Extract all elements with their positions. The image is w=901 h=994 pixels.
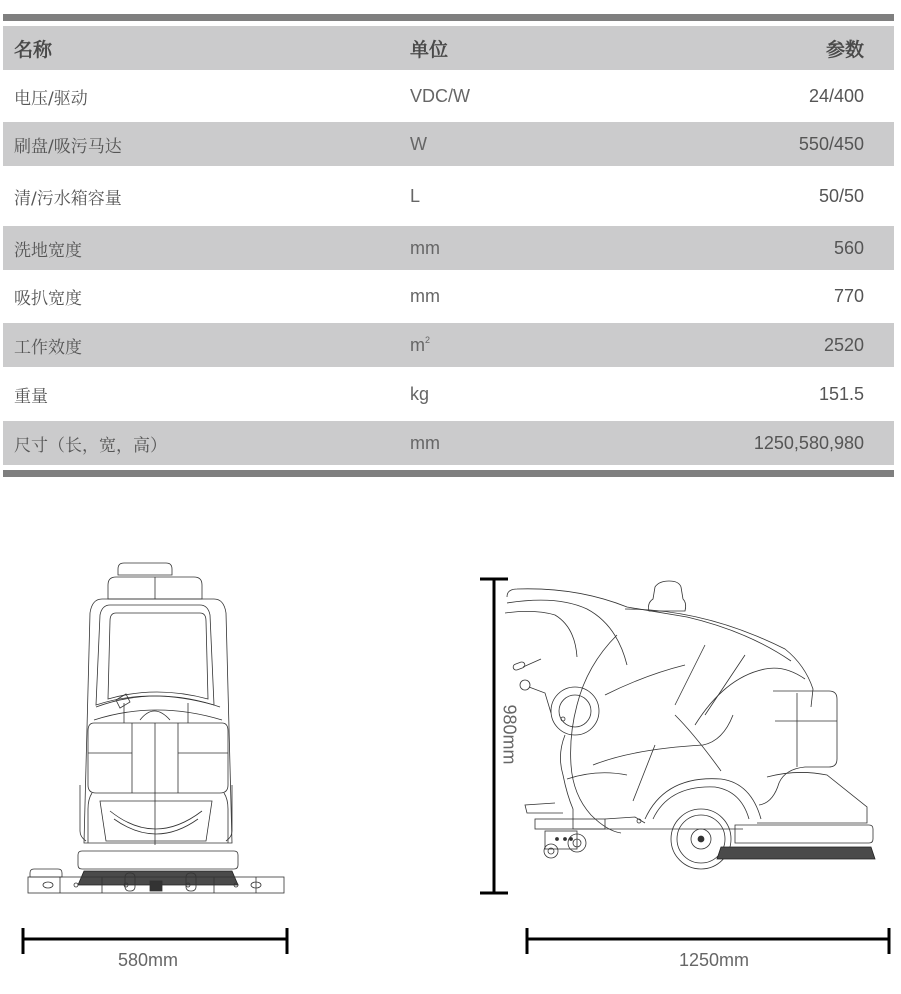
table-top-rule — [3, 14, 894, 21]
table-row — [3, 166, 894, 226]
length-dimension-label: 1250mm — [679, 950, 750, 970]
row-value: 50/50 — [818, 185, 864, 206]
row-unit: VDC/W — [410, 85, 470, 106]
table-row — [3, 270, 894, 323]
row-value: 560 — [833, 237, 864, 258]
table-row — [3, 421, 894, 465]
row-value: 1250,580,980 — [753, 432, 864, 453]
row-unit: L — [410, 185, 421, 206]
row-unit: kg — [410, 383, 430, 404]
header-name: 名称 — [14, 38, 53, 61]
table-bottom-rule — [3, 470, 894, 477]
table-header-row — [3, 26, 894, 70]
floor-scrubber-side-view-icon — [505, 575, 880, 880]
table-row — [3, 226, 894, 270]
row-name: 刷盘/吸污马达 — [14, 136, 122, 157]
row-value: 550/450 — [798, 133, 864, 154]
row-name: 清/污水箱容量 — [14, 188, 122, 209]
row-name: 吸扒宽度 — [14, 289, 82, 309]
row-name: 洗地宽度 — [14, 240, 82, 261]
unit-superscript: 2 — [425, 334, 431, 345]
row-unit: mm — [410, 237, 440, 258]
row-name: 工作效度 — [14, 337, 82, 358]
header-unit: 单位 — [410, 38, 449, 61]
row-name: 电压/驱动 — [14, 88, 88, 109]
row-unit: $m^2$ — [410, 334, 431, 355]
row-name: 尺寸（长，宽，高） — [14, 435, 167, 456]
row-name: 重量 — [14, 386, 48, 407]
width-dimension-label: 580mm — [118, 950, 179, 970]
height-dimension-label: 980mm — [499, 704, 520, 765]
spec-table — [3, 14, 894, 477]
table-row — [3, 323, 894, 367]
row-value: 770 — [833, 286, 864, 306]
header-value: 参数 — [825, 38, 864, 61]
table-row — [3, 122, 894, 166]
row-unit: W — [410, 133, 427, 154]
row-value: 2520 — [823, 334, 864, 355]
table-row — [3, 367, 894, 421]
floor-scrubber-front-view-icon — [20, 555, 290, 900]
table-row — [3, 70, 894, 122]
row-value: 151.5 — [818, 383, 864, 404]
row-value: 24/400 — [808, 85, 864, 106]
row-unit: mm — [410, 286, 440, 306]
row-unit: mm — [410, 432, 440, 453]
